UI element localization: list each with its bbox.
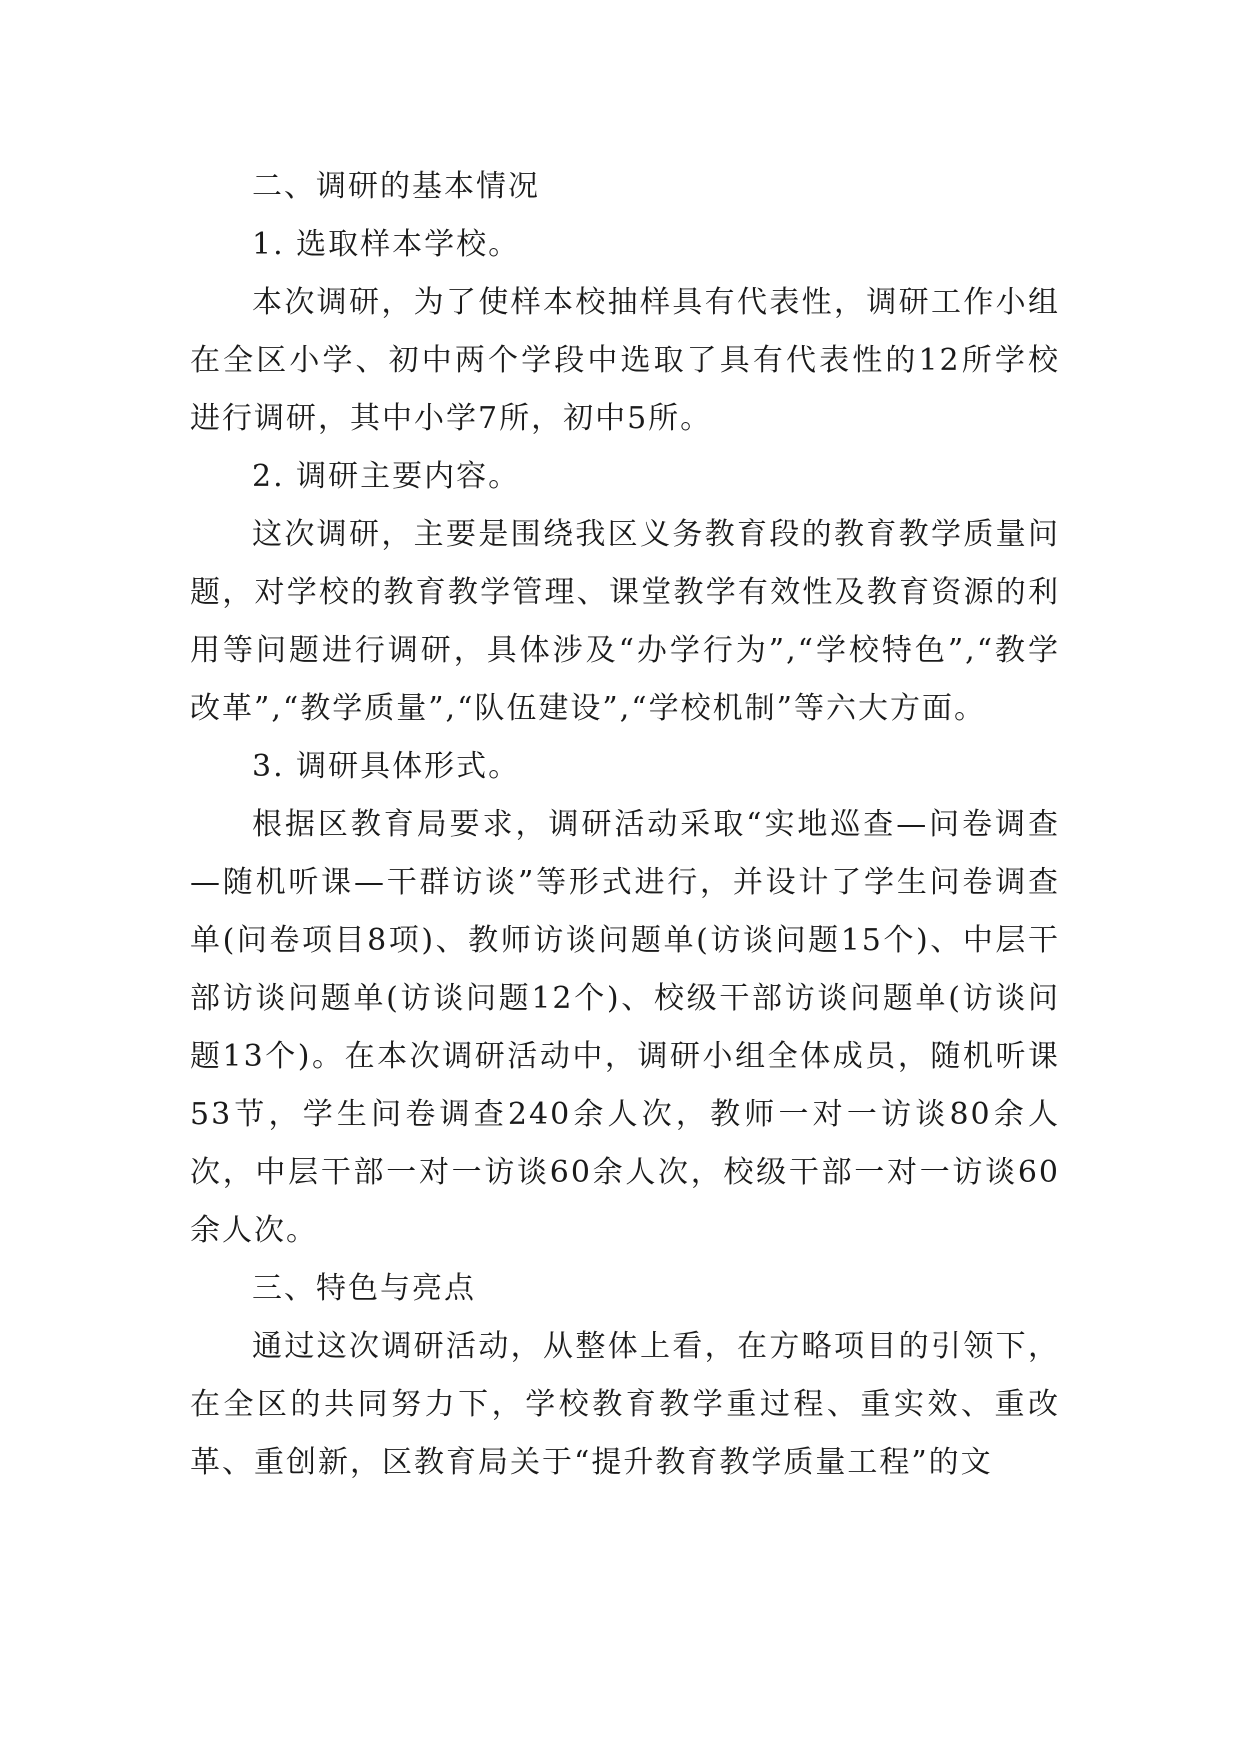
section-heading-basic-situation: 二、调研的基本情况	[252, 169, 540, 204]
paragraph-research-form: 根据区教育局要求，调研活动采取“实地巡查—问卷调查—随机听课—干群访谈”等形式进行，并设计了学生问卷调查单(问卷项目8项)、教师访谈问题单(访谈问题15个)、中层干部访谈问题单(访谈问题12个)、校级干部访谈问题单(访谈问题13个)。在本次调研活动中，调研小组全体成员，随机听课53节，学生问卷调查240余人次，教师一对一访谈80余人次，中层干部一对一访谈60余人次，校级干部一对一访谈60余人次。	[190, 807, 1060, 1248]
paragraph-highlights: 通过这次调研活动，从整体上看，在方略项目的引领下，在全区的共同努力下，学校教育教学重过程、重实效、重改革、重创新，区教育局关于“提升教育教学质量工程”的文	[190, 1329, 1060, 1480]
section-heading-highlights: 三、特色与亮点	[252, 1271, 476, 1306]
paragraph-sample-schools: 本次调研，为了使样本校抽样具有代表性，调研工作小组在全区小学、初中两个学段中选取了具有代表性的12所学校进行调研，其中小学7所，初中5所。	[190, 285, 1060, 436]
subheading-research-form: 3. 调研具体形式。	[252, 749, 521, 784]
paragraph-main-content: 这次调研，主要是围绕我区义务教育段的教育教学质量问题，对学校的教育教学管理、课堂教学有效性及教育资源的利用等问题进行调研，具体涉及“办学行为”,“学校特色”,“教学改革”,“教学质量”,“队伍建设”,“学校机制”等六大方面。	[190, 517, 1060, 726]
document-body	[190, 158, 1060, 1492]
subheading-select-sample-schools: 1. 选取样本学校。	[252, 227, 521, 262]
subheading-main-content: 2. 调研主要内容。	[252, 459, 521, 494]
